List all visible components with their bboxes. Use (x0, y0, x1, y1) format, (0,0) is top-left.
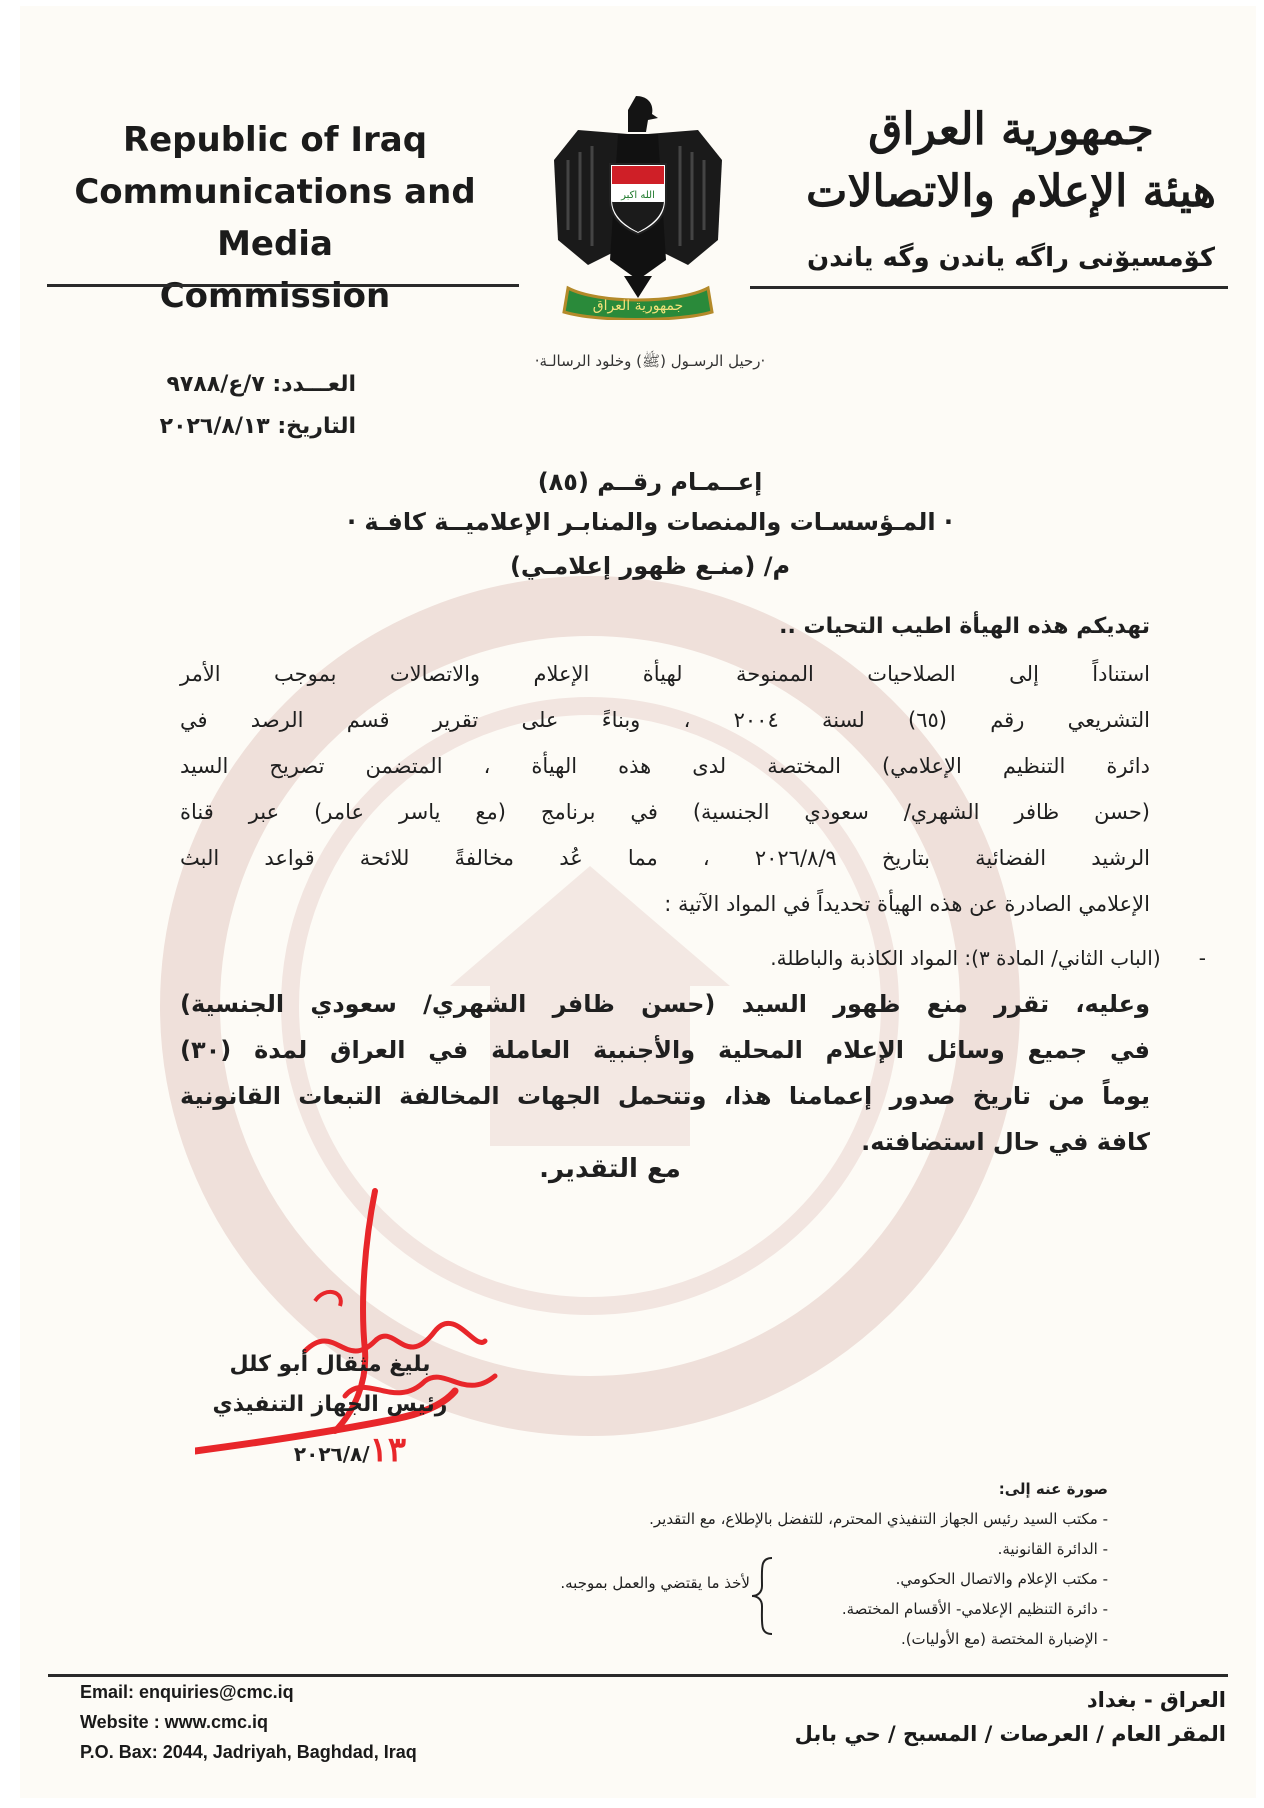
signatory-date (260, 1430, 440, 1470)
decision-line-4: كافة في حال استضافته. (861, 1128, 1150, 1156)
bullet-dash: - (1198, 946, 1206, 970)
copies-item-1: - مكتب السيد رئيس الجهاز التنفيذي المحترم، للتفضل بالإطلاع، مع التقدير. (649, 1510, 1108, 1528)
copies-item-4: - دائرة التنظيم الإعلامي- الأقسام المختصة. (841, 1600, 1108, 1618)
brace-note: لأخذ ما يقتضي والعمل بموجبه. (560, 1574, 750, 1592)
copies-item-5: - الإضبارة المختصة (مع الأوليات). (900, 1630, 1108, 1648)
footer-rule (48, 1674, 1228, 1677)
kurdish-header: كۆمسیۆنی راگه یاندن وگه یاندن (807, 243, 1215, 273)
reference-date: التاريخ: ٢٠٢٦/٨/١٣ (159, 414, 356, 439)
english-header-line-2: Communications and Media (74, 172, 476, 264)
greeting-line: تهديكم هذه الهيأة اطيب التحيات .. (779, 614, 1150, 639)
english-header-line-3: Commission (159, 276, 391, 316)
signatory-name: بليغ مثقال أبو كلل (229, 1352, 431, 1377)
arabic-header-commission: هيئة الإعلام والاتصالات (806, 166, 1216, 217)
circular-number-title: إعــمـام رقــم (٨٥) (537, 468, 763, 496)
body-line-4: (حسن ظافر الشهري/ سعودي الجنسية) في برنامج (مع ياسر عامر) عبر قناة (180, 800, 1150, 824)
body-line-5: الرشيد الفضائية بتاريخ ٢٠٢٦/٨/٩ ، مما عُد مخالفةً للائحة قواعد البث (180, 846, 1150, 870)
copies-heading: صورة عنه إلى: (998, 1480, 1108, 1498)
reference-number: العـــدد: ٧/ع/٩٧٨٨ (166, 372, 356, 397)
body-line-1: استناداً إلى الصلاحيات الممنوحة لهيأة الإعلام والاتصالات بموجب الأمر (180, 662, 1150, 686)
footer-email: Email: enquiries@cmc.iq (80, 1682, 294, 1702)
footer-website: Website : www.cmc.iq (80, 1712, 269, 1732)
signatory-date-printed: ٢٠٢٦/٨/ (293, 1442, 370, 1466)
body-line-3: دائرة التنظيم الإعلامي) المختصة لدى هذه الهيأة ، المتضمن تصريح السيد (180, 754, 1150, 778)
footer-pobox: P.O. Bax: 2044, Jadriyah, Baghdad, Iraq (80, 1742, 417, 1762)
decision-line-1: وعليه، تقرر منع ظهور السيد (حسن ظافر الشهري/ سعودي الجنسية) (180, 990, 1150, 1018)
copies-item-2: - الدائرة القانونية. (997, 1540, 1108, 1558)
articles-bullet (206, 946, 1206, 970)
articles-bullet-text: (الباب الثاني/ المادة ٣): المواد الكاذبة والباطلة. (770, 946, 1161, 970)
decision-line-3: يوماً من تاريخ صدور إعمامنا هذا، وتتحمل الجهات المخالفة التبعات القانونية (180, 1082, 1150, 1110)
english-header-line-1: Republic of Iraq (122, 120, 428, 160)
signatory-position: رئيس الجهاز التنفيذي (212, 1392, 448, 1417)
body-line-6: الإعلامي الصادرة عن هذه الهيأة تحديداً في المواد الآتية : (664, 892, 1150, 916)
body-line-2: التشريعي رقم (٦٥) لسنة ٢٠٠٤ ، وبناءً على تقرير قسم الرصد في (180, 708, 1150, 732)
copies-item-3: - مكتب الإعلام والاتصال الحكومي. (895, 1570, 1108, 1588)
header-rule-left (47, 284, 519, 287)
emblem-shield-text: الله اكبر (621, 190, 655, 201)
footer-ar-address: المقر العام / العرصات / المسبح / حي بابل (794, 1722, 1226, 1746)
closing-line: مع التقدير. (539, 1154, 681, 1184)
subject-title: م/ (منـع ظهور إعلامـي) (509, 552, 791, 580)
letter-page (20, 6, 1256, 1798)
english-header (40, 114, 510, 322)
motto-line: ·رحيل الرسـول (ﷺ) وخلود الرسالـة· (534, 352, 766, 370)
emblem-banner-text: جمهورية العراق (592, 298, 684, 314)
addressee-title: · المـؤسسـات والمنصات والمنابـر الإعلاميــة كافـة · (346, 508, 954, 536)
footer-ar-city: العراق - بغداد (1086, 1688, 1226, 1712)
brace-icon (748, 1556, 778, 1636)
iraq-eagle-emblem-icon (548, 90, 728, 320)
arabic-header-republic: جمهورية العراق (868, 104, 1154, 155)
header-rule-right (750, 286, 1228, 289)
signatory-date-handwritten: ١٣ (369, 1430, 407, 1470)
decision-line-2: في جميع وسائل الإعلام المحلية والأجنبية العاملة في العراق لمدة (٣٠) (180, 1036, 1150, 1064)
